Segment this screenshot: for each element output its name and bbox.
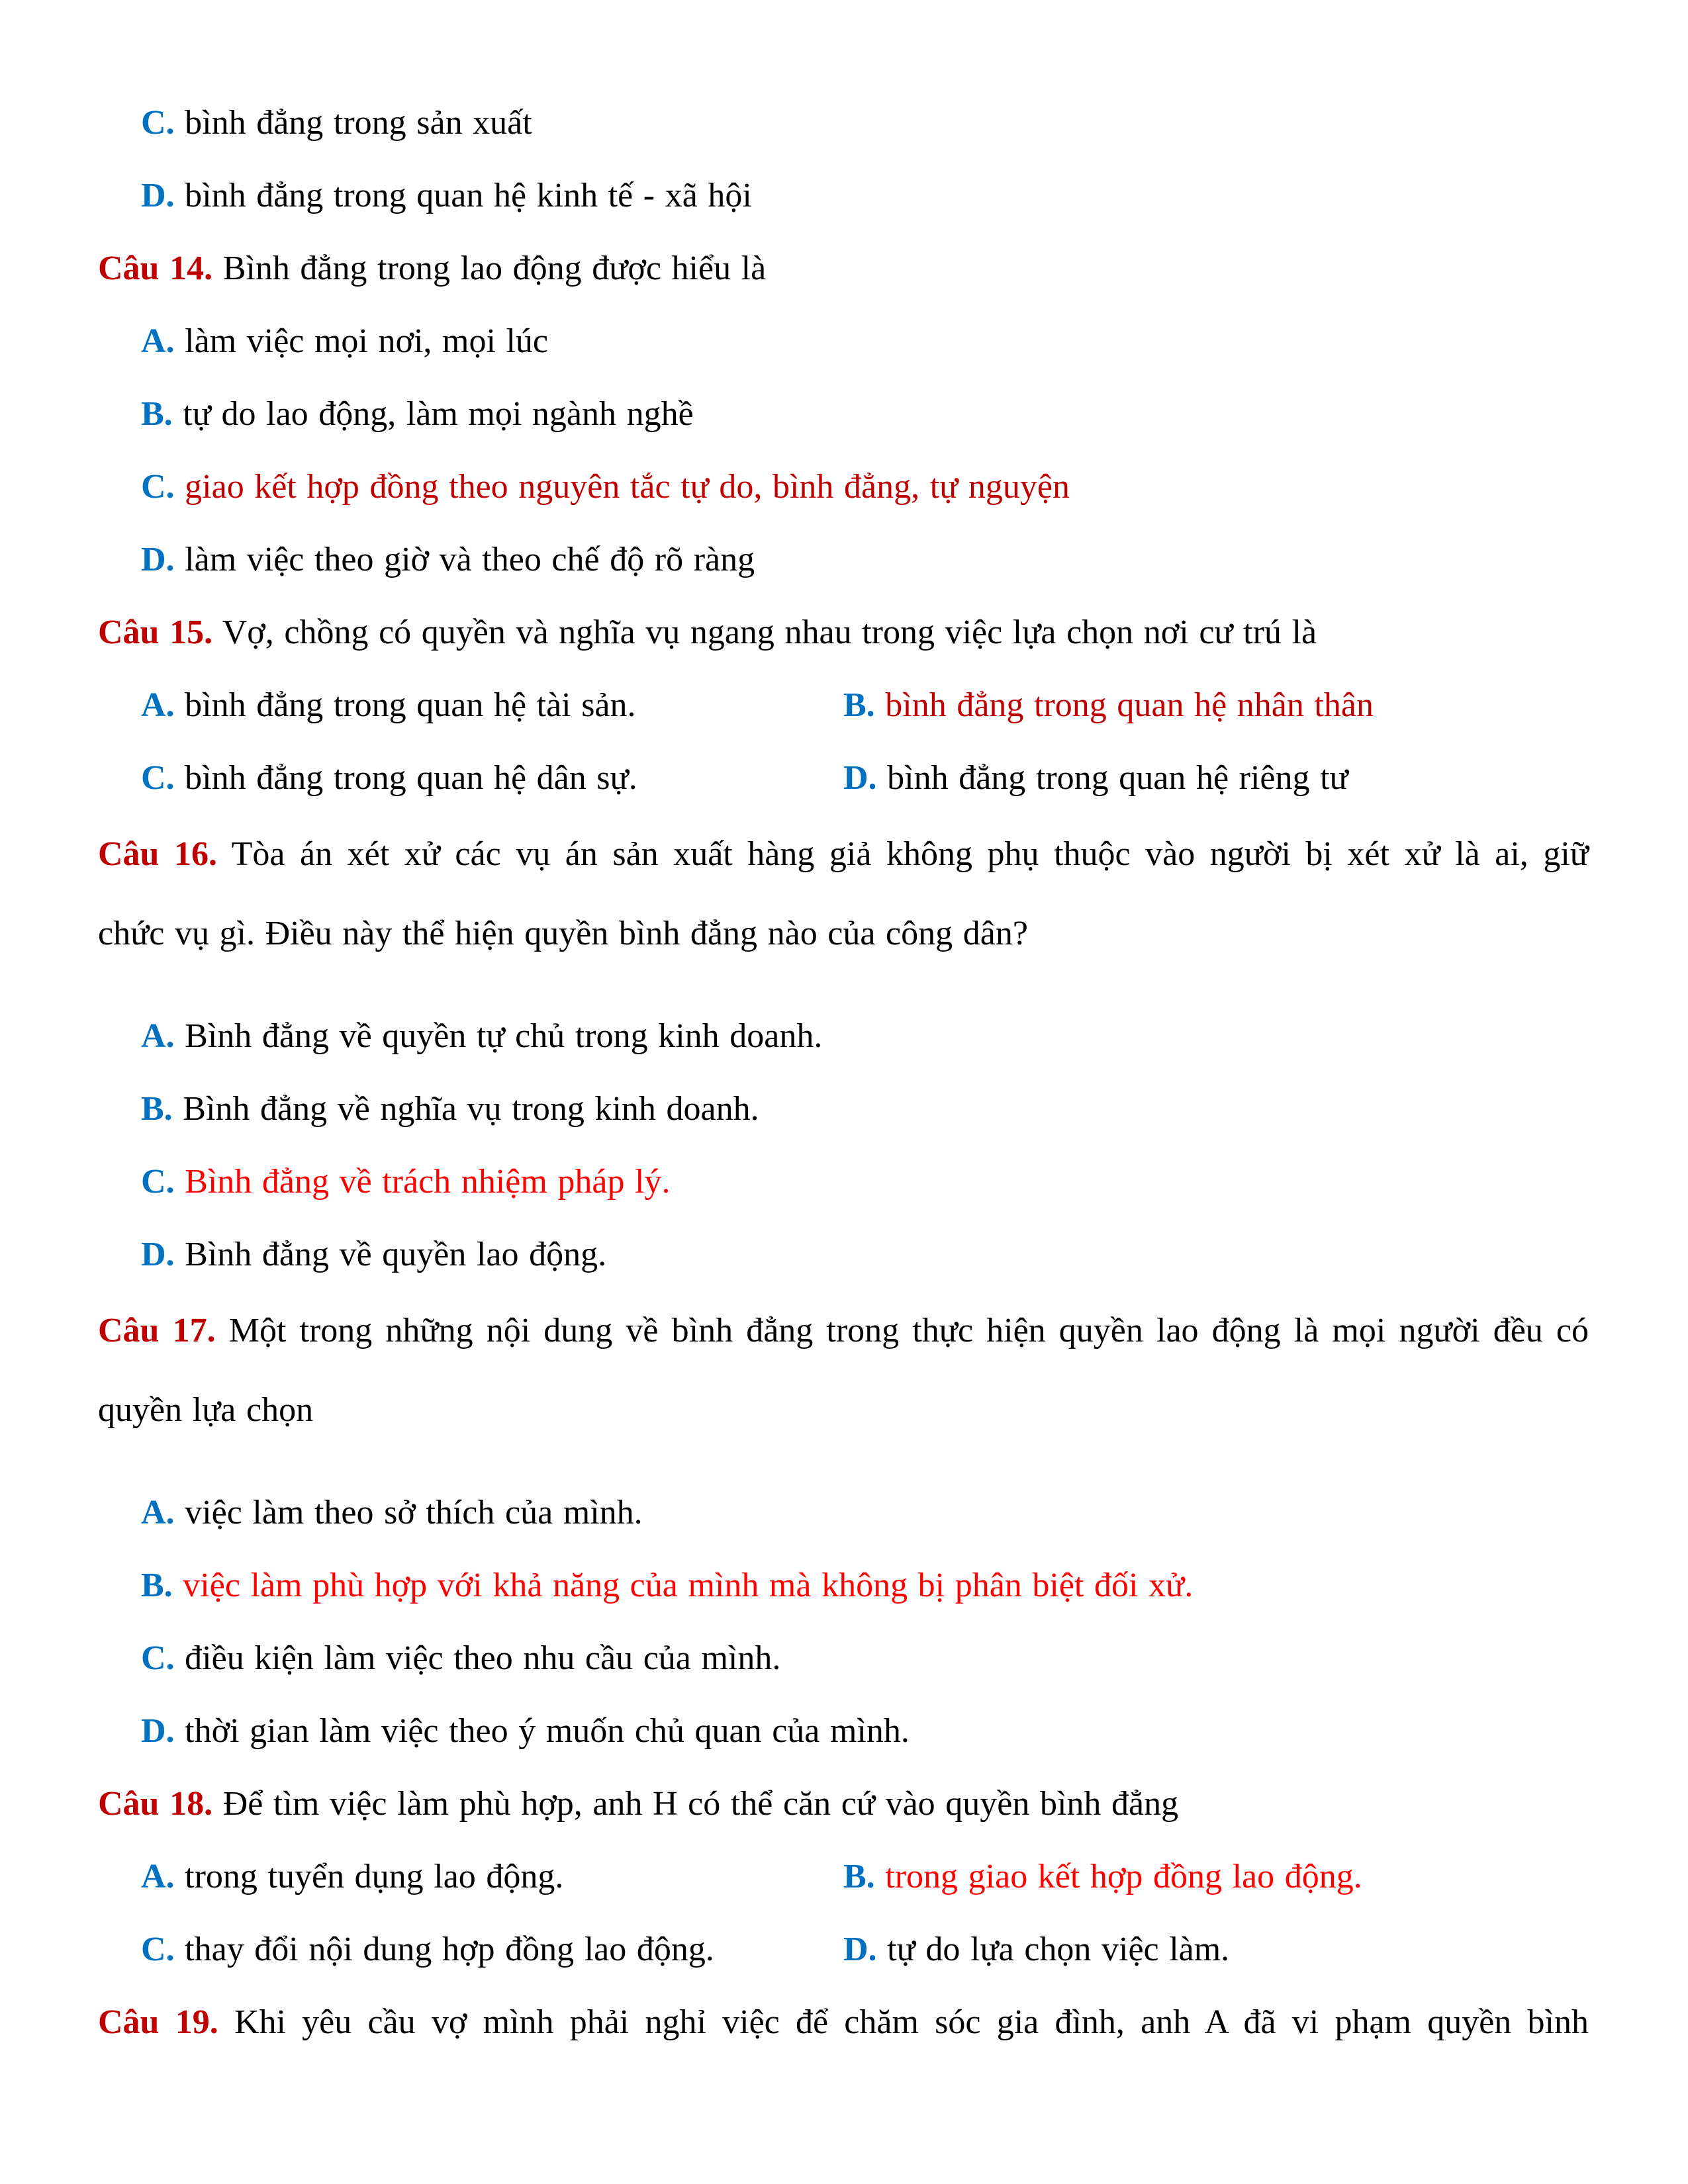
question-text: Một trong những nội dung về bình đẳng trong thực hiện quyền lao động là mọi người đều có (228, 1312, 1589, 1349)
question-block (98, 596, 1589, 815)
options-list (98, 1000, 1589, 1291)
option-text: bình đẳng trong sản xuất (185, 104, 532, 142)
option-text: tự do lựa chọn việc làm. (887, 1931, 1230, 1968)
question-text: Tòa án xét xử các vụ án sản xuất hàng giả không phụ thuộc vào người bị xét xử là ai, giữ (231, 835, 1589, 873)
option-item (843, 742, 1589, 815)
option-letter: D. (141, 177, 175, 214)
option-item (98, 1841, 843, 1913)
question-text-line (98, 1291, 1589, 1371)
question-block (98, 232, 1589, 596)
options-row (98, 1841, 1589, 1913)
option-text: làm việc theo giờ và theo chế độ rõ ràng (185, 541, 755, 578)
option-text: Bình đẳng về nghĩa vụ trong kinh doanh. (183, 1090, 759, 1128)
question-paragraph (98, 232, 1589, 305)
option-text: thời gian làm việc theo ý muốn chủ quan của mình. (185, 1712, 910, 1750)
question-number: Câu 15. (98, 614, 213, 651)
option-letter: C. (141, 468, 175, 506)
option-text: giao kết hợp đồng theo nguyên tắc tự do, bình đẳng, tự nguyện (185, 468, 1070, 506)
option-letter: C. (141, 1163, 175, 1201)
option-item (98, 523, 1589, 596)
options-list (98, 1477, 1589, 1768)
option-item (98, 1622, 1589, 1695)
question-text: Bình đẳng trong lao động được hiểu là (222, 250, 767, 287)
question-text: Khi yêu cầu vợ mình phải nghỉ việc để chăm sóc gia đình, anh A đã vi phạm quyền bình (234, 2003, 1589, 2041)
option-letter: A. (141, 322, 175, 360)
question-text-line (98, 894, 1589, 974)
question-text-line (98, 232, 1589, 305)
question-text-line (98, 1986, 1589, 2059)
option-letter: A. (141, 1858, 175, 1895)
option-letter: D. (843, 759, 877, 797)
question-text-line (98, 815, 1589, 894)
test-questions-content (98, 87, 1589, 2059)
option-letter: C. (141, 1639, 175, 1677)
question-number: Câu 17. (98, 1312, 216, 1349)
options-list (98, 87, 1589, 232)
option-letter: D. (141, 1712, 175, 1750)
option-item (98, 669, 843, 742)
option-text: làm việc mọi nơi, mọi lúc (185, 322, 549, 360)
question-text: chức vụ gì. Điều này thể hiện quyền bình đẳng nào của công dân? (98, 915, 1028, 952)
option-text: trong tuyển dụng lao động. (185, 1858, 564, 1895)
question-block (98, 1291, 1589, 1768)
option-text: điều kiện làm việc theo nhu cầu của mình. (185, 1639, 781, 1677)
option-item (98, 1146, 1589, 1218)
question-paragraph (98, 1291, 1589, 1450)
option-letter: A. (141, 686, 175, 724)
option-item (98, 1000, 1589, 1073)
option-item (98, 742, 843, 815)
option-item (843, 669, 1589, 742)
question-block (98, 1768, 1589, 1986)
question-text: Để tìm việc làm phù hợp, anh H có thể căn cứ vào quyền bình đẳng (222, 1785, 1179, 1823)
option-text: thay đổi nội dung hợp đồng lao động. (185, 1931, 714, 1968)
question-text-line (98, 1371, 1589, 1450)
question-number: Câu 18. (98, 1785, 213, 1823)
question-number: Câu 14. (98, 250, 213, 287)
options-block (98, 87, 1589, 232)
options-row (98, 669, 1589, 742)
option-letter: B. (141, 1090, 173, 1128)
option-item (98, 1477, 1589, 1549)
option-text: Bình đẳng về trách nhiệm pháp lý. (185, 1163, 671, 1201)
option-text: tự do lao động, làm mọi ngành nghề (183, 395, 694, 433)
option-item (98, 1913, 843, 1986)
question-paragraph (98, 1768, 1589, 1841)
option-text: việc làm phù hợp với khả năng của mình mà không bị phân biệt đối xử. (183, 1567, 1194, 1604)
option-text: bình đẳng trong quan hệ nhân thân (885, 686, 1374, 724)
option-letter: D. (843, 1931, 877, 1968)
option-item (98, 87, 1589, 159)
option-letter: C. (141, 1931, 175, 1968)
option-letter: C. (141, 759, 175, 797)
question-number: Câu 16. (98, 835, 218, 873)
option-item (98, 1073, 1589, 1146)
option-text: việc làm theo sở thích của mình. (185, 1494, 643, 1531)
option-letter: B. (843, 686, 875, 724)
option-letter: B. (843, 1858, 875, 1895)
question-paragraph (98, 596, 1589, 669)
option-letter: D. (141, 1236, 175, 1273)
options-list (98, 305, 1589, 596)
option-text: trong giao kết hợp đồng lao động. (885, 1858, 1362, 1895)
option-item (843, 1841, 1589, 1913)
option-text: bình đẳng trong quan hệ tài sản. (185, 686, 636, 724)
option-item (843, 1913, 1589, 1986)
options-row (98, 1913, 1589, 1986)
option-letter: D. (141, 541, 175, 578)
option-item (98, 159, 1589, 232)
question-paragraph (98, 815, 1589, 974)
option-letter: C. (141, 104, 175, 142)
option-text: Bình đẳng về quyền tự chủ trong kinh doanh. (185, 1017, 823, 1055)
options-row (98, 742, 1589, 815)
option-text: bình đẳng trong quan hệ dân sự. (185, 759, 637, 797)
option-item (98, 1695, 1589, 1768)
option-letter: A. (141, 1494, 175, 1531)
option-item (98, 1549, 1589, 1622)
option-item (98, 378, 1589, 451)
question-paragraph (98, 1986, 1589, 2059)
option-item (98, 305, 1589, 378)
option-letter: A. (141, 1017, 175, 1055)
question-text-line (98, 596, 1589, 669)
option-text: bình đẳng trong quan hệ kinh tế - xã hội (185, 177, 752, 214)
option-item (98, 1218, 1589, 1291)
option-item (98, 451, 1589, 523)
option-text: bình đẳng trong quan hệ riêng tư (887, 759, 1348, 797)
question-text-line (98, 1768, 1589, 1841)
question-block (98, 815, 1589, 1291)
question-text: quyền lựa chọn (98, 1391, 314, 1429)
question-number: Câu 19. (98, 2003, 218, 2041)
question-block (98, 1986, 1589, 2059)
question-text: Vợ, chồng có quyền và nghĩa vụ ngang nhau trong việc lựa chọn nơi cư trú là (222, 614, 1317, 651)
option-text: Bình đẳng về quyền lao động. (185, 1236, 607, 1273)
option-letter: B. (141, 395, 173, 433)
option-letter: B. (141, 1567, 173, 1604)
